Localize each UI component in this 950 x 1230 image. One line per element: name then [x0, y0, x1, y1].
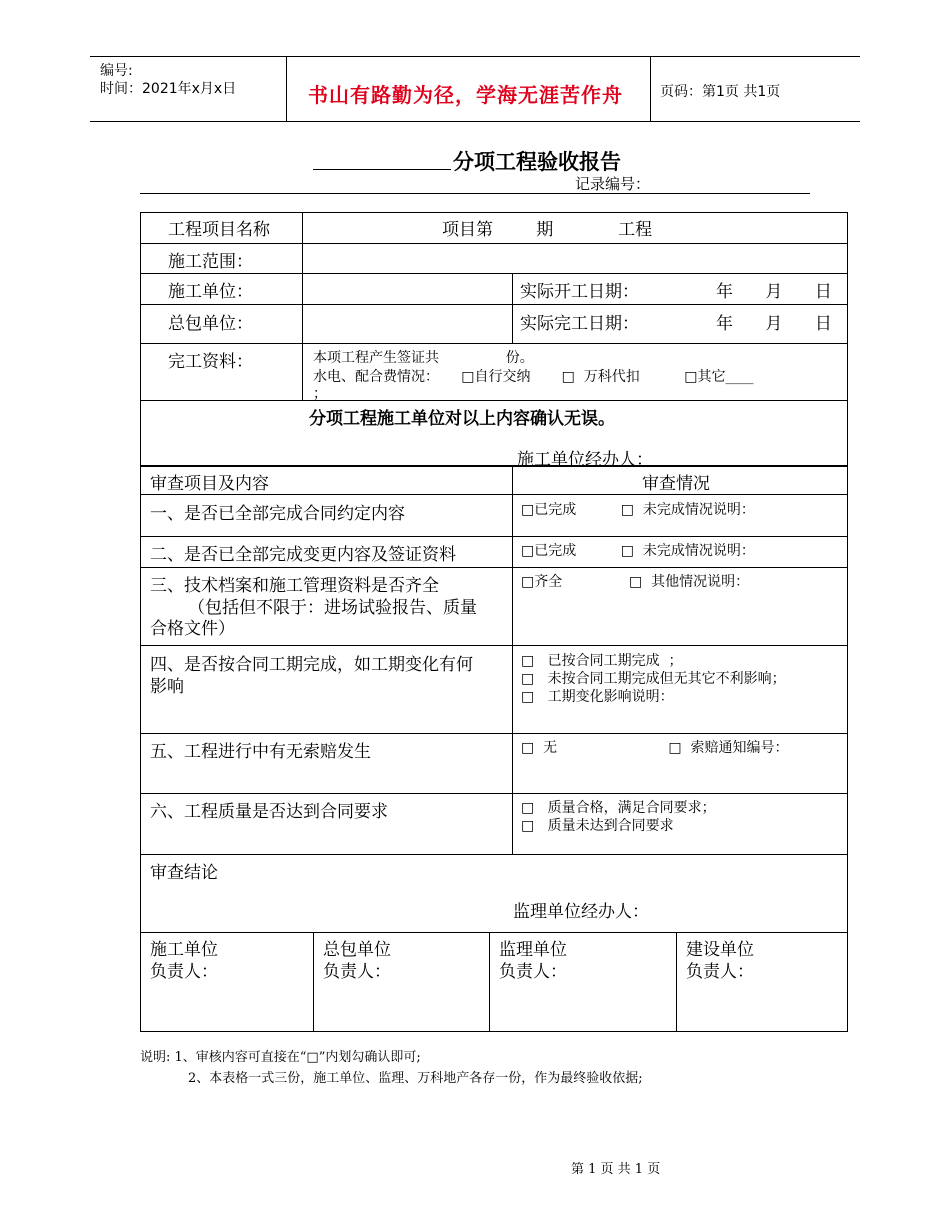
actual-end-date-label: 实际完工日期： — [520, 314, 639, 334]
footer-page-number: 第 1 页 共 1 页 — [571, 1162, 661, 1177]
header-motto: 书山有路勤为径，学海无涯苦作舟 — [308, 83, 623, 107]
signature-supervisor-role[interactable]: 负责人： — [499, 962, 567, 982]
project-name-field[interactable]: 项目第 期 工程 — [442, 220, 653, 240]
review-item-1-checkboxes[interactable]: □已完成 □ 未完成情况说明： — [521, 502, 755, 518]
general-contractor-label: 总包单位： — [168, 314, 253, 334]
record-number-label: 记录编号： — [575, 175, 651, 193]
review-items-header: 审查项目及内容 — [150, 474, 269, 494]
notes-line-1: 说明: 1、审核内容可直接在“□”内划勾确认即可; — [140, 1050, 421, 1065]
utility-fee-end: ； — [313, 386, 327, 402]
supervisor-signer-label: 监理单位经办人： — [513, 902, 649, 922]
quality-pass-checkbox[interactable]: □ 质量合格，满足合同要求； — [521, 800, 716, 816]
construction-unit-label: 施工单位： — [168, 282, 253, 302]
construction-scope-label: 施工范围： — [168, 252, 253, 272]
review-item-1: 一、是否已全部完成合同约定内容 — [150, 504, 405, 524]
review-item-5: 五、工程进行中有无索赔发生 — [150, 742, 371, 762]
completion-docs-label: 完工资料： — [168, 352, 253, 372]
confirmation-statement: 分项工程施工单位对以上内容确认无误。 — [309, 409, 615, 429]
actual-end-date-field[interactable]: 年 月 日 — [716, 314, 832, 334]
record-number-line[interactable] — [140, 193, 810, 194]
review-item-2-checkboxes[interactable]: □已完成 □ 未完成情况说明： — [521, 543, 755, 559]
document-time: 时间：2021年x月x日 — [100, 81, 237, 97]
review-item-4-detail: 影响 — [150, 677, 184, 697]
review-item-2: 二、是否已全部完成变更内容及签证资料 — [150, 545, 456, 565]
actual-start-date-label: 实际开工日期： — [520, 282, 639, 302]
review-item-3: 三、技术档案和施工管理资料是否齐全 — [150, 576, 439, 596]
contractor-signer-label: 施工单位经办人： — [517, 450, 653, 470]
review-item-4: 四、是否按合同工期完成，如工期变化有何 — [150, 655, 473, 675]
notes-line-2: 2、本表格一式三份，施工单位、监理、万科地产各存一份，作为最终验收依据; — [188, 1071, 643, 1086]
signature-owner-unit: 建设单位 — [686, 940, 754, 960]
quality-fail-checkbox[interactable]: □ 质量未达到合同要求 — [521, 818, 674, 834]
review-item-6: 六、工程质量是否达到合同要求 — [150, 802, 388, 822]
utility-fee-options[interactable]: 水电、配合费情况： □自行交纳 □ 万科代扣 □其它____ — [313, 369, 754, 385]
page-title: 分项工程验收报告 — [453, 150, 621, 174]
schedule-on-time-checkbox[interactable]: □ 已按合同工期完成 ； — [521, 653, 683, 669]
document-number-label: 编号: — [100, 63, 133, 79]
actual-start-date-field[interactable]: 年 月 日 — [716, 282, 832, 302]
construction-scope-field[interactable] — [303, 244, 847, 273]
signature-owner-role[interactable]: 负责人： — [686, 962, 754, 982]
signature-supervisor-unit: 监理单位 — [499, 940, 567, 960]
project-name-label: 工程项目名称 — [168, 220, 270, 240]
signature-contractor-unit: 施工单位 — [150, 940, 218, 960]
page-number-info: 页码：第1页 共1页 — [660, 84, 781, 100]
construction-unit-field[interactable] — [303, 274, 512, 304]
review-item-5-checkboxes[interactable]: □ 无 □ 索赔通知编号： — [521, 740, 789, 756]
signature-contractor-role[interactable]: 负责人： — [150, 962, 218, 982]
review-item-3-detail: （包括但不限于：进场试验报告、质量 — [188, 598, 477, 618]
visa-count-field[interactable]: 本项工程产生签证共 份。 — [313, 350, 534, 366]
schedule-impact-note-checkbox[interactable]: □ 工期变化影响说明： — [521, 689, 674, 705]
review-item-3-checkboxes[interactable]: □齐全 □ 其他情况说明： — [521, 574, 750, 590]
review-conclusion-label: 审查结论 — [150, 863, 218, 883]
title-blank-line[interactable] — [313, 169, 451, 170]
signature-general-role[interactable]: 负责人： — [323, 962, 391, 982]
review-status-header: 审查情况 — [642, 474, 710, 494]
review-item-3-detail-end: 合格文件） — [150, 619, 235, 639]
general-contractor-field[interactable] — [303, 305, 512, 343]
schedule-late-no-impact-checkbox[interactable]: □ 未按合同工期完成但无其它不利影响； — [521, 671, 786, 687]
signature-general-unit: 总包单位 — [323, 940, 391, 960]
